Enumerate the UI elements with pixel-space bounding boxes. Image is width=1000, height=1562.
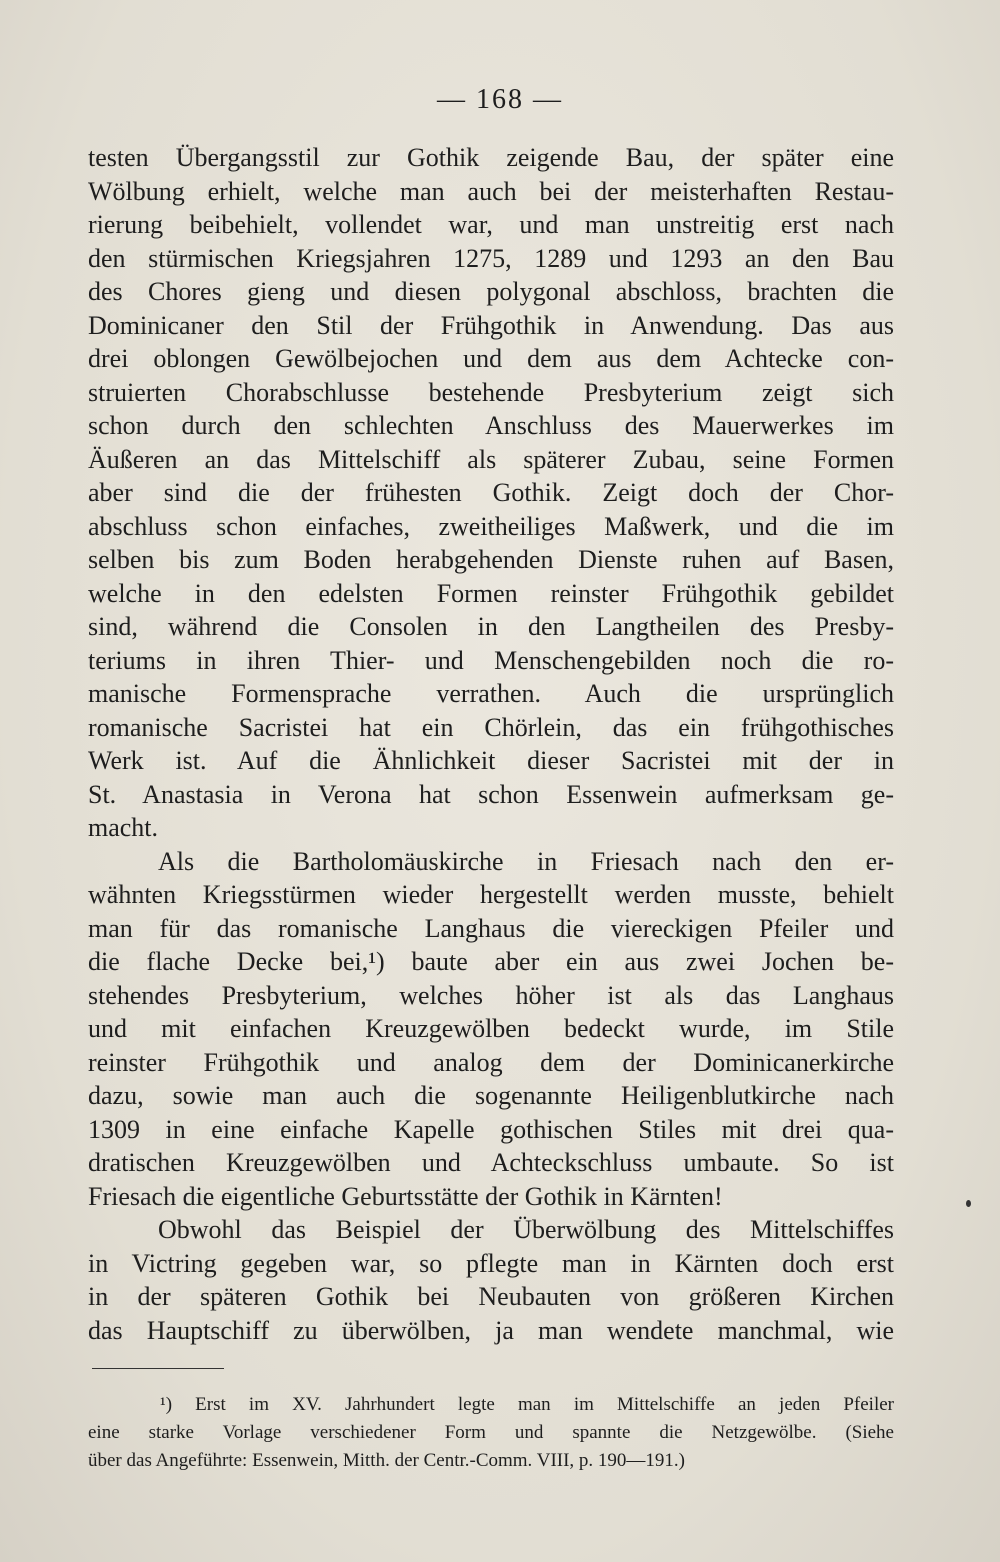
text-line: welche in den edelsten Formen reinster Frühgothik gebildet xyxy=(88,578,894,608)
text-line: selben bis zum Boden herabgehenden Dienste ruhen auf Basen, xyxy=(88,545,894,574)
text-line: reinster Frühgothik und analog dem der Dominicanerkirche xyxy=(88,1047,894,1077)
text-line: struierten Chorabschlusse bestehende Presbyterium zeigt sich xyxy=(88,377,894,407)
text-line: in der späteren Gothik bei Neubauten von größeren Kirchen xyxy=(88,1282,894,1311)
text-line: drei oblongen Gewölbejochen und dem aus dem Achtecke con- xyxy=(88,344,894,373)
text-line: den stürmischen Kriegsjahren 1275, 1289 und 1293 an den Bau xyxy=(88,243,894,273)
text-line: Werk ist. Auf die Ähnlichkeit dieser Sacristei mit der in xyxy=(88,746,894,775)
text-line: in Victring gegeben war, so pflegte man in Kärnten doch erst xyxy=(88,1248,894,1278)
footnote-line: ¹) Erst im XV. Jahrhundert legte man im Mittelschiffe an jeden Pfeiler xyxy=(160,1394,894,1415)
text-line: dazu, sowie man auch die sogenannte Heiligenblutkirche nach xyxy=(88,1081,894,1110)
text-line: das Hauptschiff zu überwölben, ja man wendete manchmal, wie xyxy=(88,1315,894,1345)
text-line: rierung beibehielt, vollendet war, und man unstreitig erst nach xyxy=(88,210,894,239)
ink-speck xyxy=(966,1200,971,1207)
text-line: wähnten Kriegsstürmen wieder hergestellt werden musste, behielt xyxy=(88,880,894,909)
footnote-line: über das Angeführte: Essenwein, Mitth. der Centr.-Comm. VIII, p. 190—191.) xyxy=(88,1450,685,1471)
footnote-divider xyxy=(92,1368,224,1369)
text-line: manische Formensprache verrathen. Auch die ursprünglich xyxy=(88,679,894,708)
text-line: aber sind die der frühesten Gothik. Zeigt doch der Chor- xyxy=(88,478,894,507)
text-line: macht. xyxy=(88,813,159,842)
text-line: und mit einfachen Kreuzgewölben bedeckt wurde, im Stile xyxy=(88,1014,894,1043)
text-line: teriums in ihren Thier- und Menschengebilden noch die ro- xyxy=(88,645,894,675)
footnote-line: eine starke Vorlage verschiedener Form und spannte die Netzgewölbe. (Siehe xyxy=(88,1422,894,1443)
text-line: romanische Sacristei hat ein Chörlein, das ein frühgothisches xyxy=(88,712,894,742)
text-line: dratischen Kreuzgewölben und Achteckschluss umbaute. So ist xyxy=(88,1148,894,1177)
text-line: schon durch den schlechten Anschluss des Mauerwerkes im xyxy=(88,411,894,440)
text-line: man für das romanische Langhaus die viereckigen Pfeiler und xyxy=(88,913,894,943)
footnotes xyxy=(88,1391,894,1475)
text-line: Als die Bartholomäuskirche in Friesach nach den er- xyxy=(158,846,894,876)
body-text xyxy=(88,141,894,1347)
text-line: abschluss schon einfaches, zweitheiliges Maßwerk, und die im xyxy=(88,511,894,541)
text-line: Dominicaner den Stil der Frühgothik in Anwendung. Das aus xyxy=(88,310,894,340)
text-line: sind, während die Consolen in den Langtheilen des Presby- xyxy=(88,612,894,641)
text-line: Obwohl das Beispiel der Überwölbung des Mittelschiffes xyxy=(158,1215,894,1244)
text-line: die flache Decke bei,¹) baute aber ein aus zwei Jochen be- xyxy=(88,947,894,976)
text-line: des Chores gieng und diesen polygonal abschloss, brachten die xyxy=(88,277,894,306)
text-line: stehendes Presbyterium, welches höher ist als das Langhaus xyxy=(88,980,894,1010)
text-line: Friesach die eigentliche Geburtsstätte der Gothik in Kärnten! xyxy=(88,1181,723,1211)
text-line: St. Anastasia in Verona hat schon Essenwein aufmerksam ge- xyxy=(88,779,894,809)
text-line: 1309 in eine einfache Kapelle gothischen Stiles mit drei qua- xyxy=(88,1114,894,1144)
page-number: — 168 — xyxy=(437,84,563,115)
text-line: Äußeren an das Mittelschiff als späterer Zubau, seine Formen xyxy=(88,444,894,474)
text-line: testen Übergangsstil zur Gothik zeigende Bau, der später eine xyxy=(88,143,894,172)
text-line: Wölbung erhielt, welche man auch bei der meisterhaften Restau- xyxy=(88,176,894,206)
